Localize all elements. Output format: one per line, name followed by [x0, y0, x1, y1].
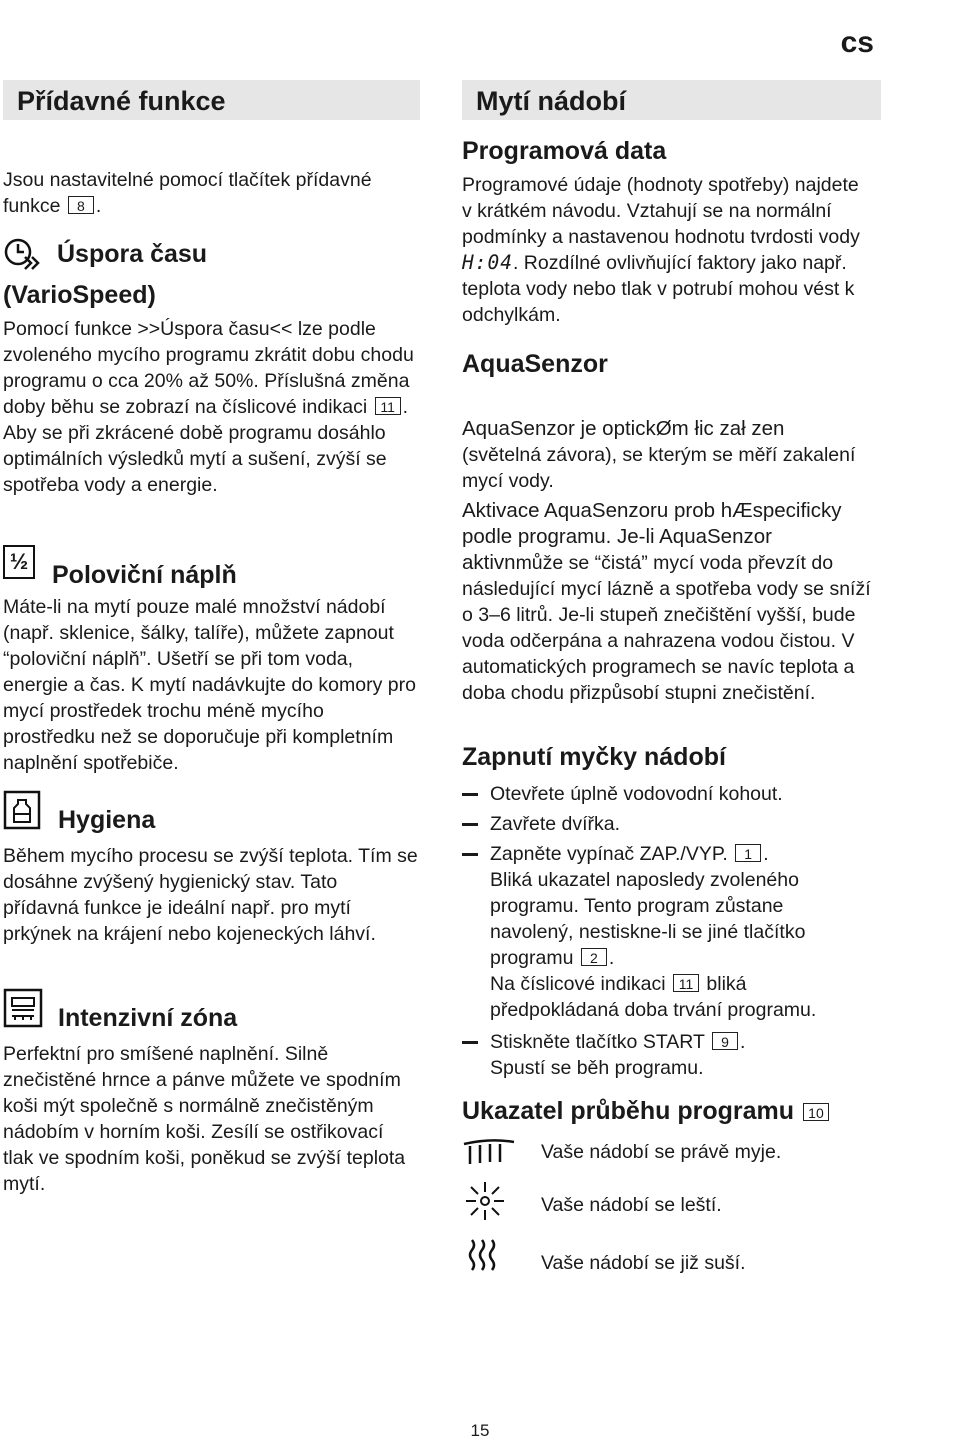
speed-paragraph — [3, 316, 418, 498]
program-data-text-a: Programové údaje (hodnoty spotřeby) najdete v krátkém návodu. Vztahují se na normální podmínky a nastavenou hodnotu tvrdosti vody — [462, 174, 860, 248]
key-10: 10 — [803, 1103, 829, 1121]
key-8: 8 — [68, 196, 94, 214]
progress-title-text: Ukazatel průběhu programu — [462, 1097, 794, 1125]
section-header-additional-functions: Přídavné funkce — [3, 80, 420, 120]
speed-text-b: . Aby se při zkrácené době programu dosáhlo optimálních výsledků mytí a sušení, zvýší se spotřeba vody a energie. — [3, 396, 409, 496]
speed-title: Úspora času — [57, 240, 208, 268]
aquasensor-p2-lead: Aktivace AquaSenzoru prob hÆspecificky podle programu. Je-li AquaSenzor aktivn — [462, 499, 842, 574]
dry-phase-text: Vaše nádobí se již suší. — [541, 1252, 746, 1274]
speed-subtitle: (VarioSpeed) — [3, 281, 156, 309]
intensive-zone-paragraph: Perfektní pro smíšené naplnění. Silně znečistěné hrnce a pánve můžete ve spodním koši mýt společně s normálně znečistěným nádobím v horním koši. Zesílí se ostřikovací tlak ve spodním koši, poněkud se zvýší teplota mytí. — [3, 1043, 406, 1195]
aquasensor-paragraph-2 — [462, 498, 872, 706]
step-display-detail — [462, 971, 872, 1023]
half-load-icon: ½ — [3, 545, 35, 579]
clock-speed-icon — [3, 237, 43, 273]
program-data-paragraph — [462, 172, 872, 328]
language-code: cs — [840, 26, 874, 59]
wash-phase-text: Vaše nádobí se právě myje. — [541, 1141, 782, 1163]
program-data-text-b: . Rozdílné ovlivňující faktory jako např. teplota vody nebo tlak v potrubí mohou vést k odchylkám. — [462, 252, 855, 326]
half-load-title: Poloviční náplň — [52, 561, 237, 589]
half-load-paragraph: Máte-li na mytí pouze malé množství nádobí (např. sklenice, šálky, talíře), můžete zapnout “poloviční náplň”. Ušetří se při tom voda, energie a čas. K mytí nadávkujte do komory pro mycí prostředek trochu méně mycího prostředku než se doporučuje při kompletním naplnění spotřebiče. — [3, 596, 416, 774]
intensive-zone-icon — [3, 988, 43, 1028]
aquasensor-paragraph-1 — [462, 416, 872, 494]
step-detail-text-c: Na číslicové indikaci — [490, 973, 666, 995]
speed-text-a: Pomocí funkce >>Úspora času<< lze podle zvoleného mycího programu zkrátit dobu chodu programu o cca 20% až 50%. Příslušná změna doby běhu se zobrazí na číslicové indikaci — [3, 318, 414, 418]
step-detail-text-b: Bliká ukazatel naposledy zvoleného programu. Tento program zůstane navolený, nestiskne-li se jiné tlačítko programu — [490, 869, 806, 969]
water-hardness-display: H:04 — [462, 251, 513, 274]
step-press-start: Stiskněte tlačítko START 9 . — [462, 1029, 872, 1055]
step-switch-on: Zapněte vypínač ZAP./VYP. 1 . — [462, 841, 872, 867]
step-switch-on-text: Zapněte vypínač ZAP./VYP. — [490, 843, 728, 865]
section-header-washing: Mytí nádobí — [462, 80, 881, 120]
progress-indicator-title — [462, 1095, 831, 1127]
intro-text: Jsou nastavitelné pomocí tlačítek přídavné funkce — [3, 169, 372, 217]
aquasensor-p1-rest: (světelná závora), se kterým se měří zakalení mycí vody. — [462, 444, 856, 492]
rinse-phase-text: Vaše nádobí se leští. — [541, 1194, 722, 1216]
start-steps — [462, 781, 872, 1081]
intensive-zone-title: Intenzivní zóna — [58, 1004, 238, 1032]
dry-phase-icon — [466, 1237, 500, 1271]
aquasensor-p2-rest: může se “čistá” mycí voda převzít do následující mycí lázně a spotřeba vody se sníží o 3–6 litrů. Je-li stupeň znečištění vyšší, bude voda odčerpána a nahrazena vodou čistou. V automatických programech se navíc teplota a doba chodu přizpůsobí stupni znečistění. — [462, 552, 871, 704]
page-number: 15 — [470, 1421, 490, 1440]
aquasensor-p1-lead: AquaSenzor je optickØm łic zał zen — [462, 417, 785, 440]
rinse-phase-icon — [464, 1180, 506, 1222]
key-2: 2 — [581, 948, 607, 966]
aquasensor-title: AquaSenzor — [462, 350, 608, 378]
key-9: 9 — [712, 1032, 738, 1050]
step-detail-text-d: bliká předpokládaná doba trvání programu. — [490, 973, 817, 1021]
key-11: 11 — [375, 397, 401, 415]
step-close-door: Zavřete dvířka. — [462, 811, 872, 837]
step-open-tap: Otevřete úplně vodovodní kohout. — [462, 781, 872, 807]
hygiene-icon — [3, 790, 41, 830]
intro-paragraph: Jsou nastavitelné pomocí tlačítek přídavné funkce 8 . — [3, 169, 372, 217]
program-data-title: Programová data — [462, 137, 667, 165]
key-1: 1 — [735, 844, 761, 862]
start-dishwasher-title: Zapnutí myčky nádobí — [462, 743, 726, 771]
step-program-runs: Spustí se běh programu. — [490, 1057, 704, 1079]
wash-phase-icon — [462, 1138, 516, 1166]
hygiene-title: Hygiena — [58, 806, 156, 834]
step-press-start-text: Stiskněte tlačítko START — [490, 1031, 705, 1053]
step-switch-on-detail: Bliká ukazatel naposledy zvoleného programu. Tento program zůstane navolený, nestiskne-li se jiné tlačítko programu 2 . — [490, 869, 806, 969]
hygiene-paragraph: Během mycího procesu se zvýší teplota. Tím se dosáhne zvýšený hygienický stav. Tato přídavná funkce je ideální např. pro mytí prkýnek na krájení nebo kojeneckých láhví. — [3, 845, 418, 945]
key-11-right: 11 — [673, 974, 699, 992]
